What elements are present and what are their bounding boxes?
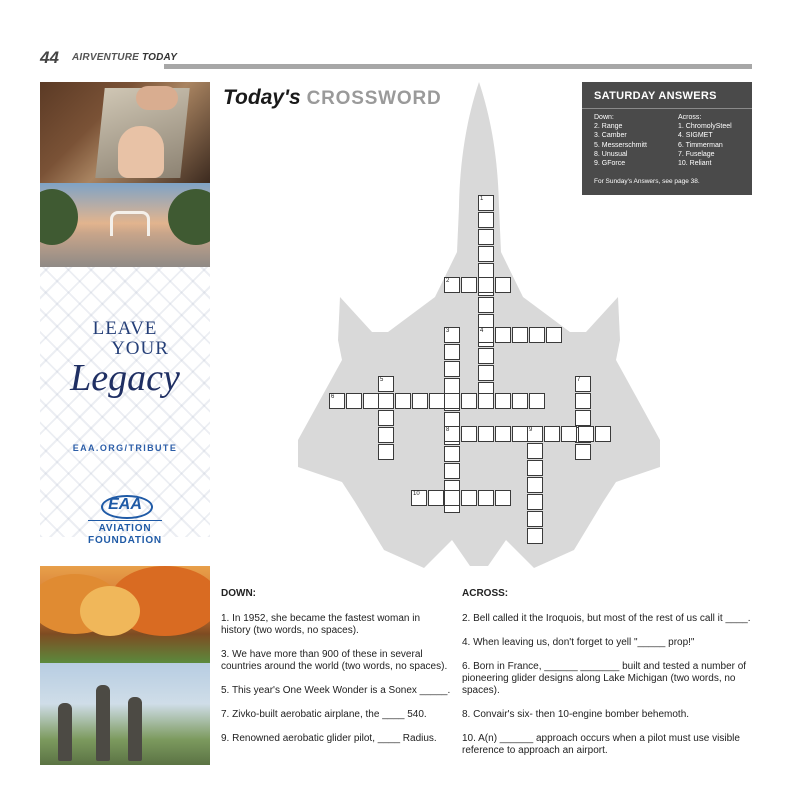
crossword-cell[interactable] (444, 277, 460, 293)
crossword-cell[interactable] (546, 327, 562, 343)
clue-number: 5 (380, 377, 384, 383)
plaque-photo (40, 82, 210, 183)
answers-down-label: Down: (594, 114, 614, 121)
clue-across-2: 2. Bell called it the Iroquois, but most of the rest of us call it ____. (462, 613, 751, 624)
crossword-cell[interactable] (461, 490, 477, 506)
title-prefix: Today's (223, 86, 301, 109)
crossword-cell[interactable] (529, 393, 545, 409)
crossword-cell[interactable] (444, 463, 460, 479)
crossword-cell[interactable] (478, 365, 494, 381)
legacy-text: Legacy (70, 357, 180, 399)
crossword-cell[interactable] (575, 393, 591, 409)
crossword-cell[interactable] (478, 246, 494, 262)
page-header (40, 48, 752, 70)
crossword-cell[interactable] (527, 511, 543, 527)
crossword-cell[interactable] (461, 277, 477, 293)
answer-item: 6. Timmerman (678, 141, 723, 149)
publication-name (72, 52, 177, 63)
answer-item: 5. Messerschmitt (594, 141, 647, 149)
crossword-cell[interactable] (544, 426, 560, 442)
answer-item: 9. GForce (594, 160, 626, 168)
foundation-line-1: AVIATION (98, 523, 152, 534)
eaa-wing-icon (97, 492, 153, 518)
crossword-cell[interactable] (527, 426, 543, 442)
crossword-cell[interactable] (444, 393, 460, 409)
crossword-cell[interactable] (478, 212, 494, 228)
crossword-cell[interactable] (595, 426, 611, 442)
crossword-cell[interactable] (329, 393, 345, 409)
down-heading: DOWN: (221, 588, 256, 599)
answer-item: 4. SIGMET (678, 132, 713, 140)
crossword-cell[interactable] (478, 297, 494, 313)
publication-name-b: TODAY (142, 52, 178, 63)
crossword-cell[interactable] (478, 393, 494, 409)
title-main: CROSSWORD (306, 88, 442, 109)
crossword-cell[interactable] (429, 393, 445, 409)
crossword-cell[interactable] (575, 376, 591, 392)
crossword-cell[interactable] (428, 490, 444, 506)
answer-item: 10. Reliant (678, 160, 712, 168)
crossword-cell[interactable] (411, 490, 427, 506)
crossword-cell[interactable] (346, 393, 362, 409)
crossword-cell[interactable] (378, 427, 394, 443)
saturday-answers-box (582, 82, 752, 195)
tribute-url[interactable]: EAA.ORG/TRIBUTE (72, 443, 178, 453)
answers-across (678, 113, 732, 168)
crossword-cell[interactable] (444, 361, 460, 377)
crossword-cell[interactable] (395, 393, 411, 409)
foundation-line-2: FOUNDATION (88, 535, 162, 546)
crossword-cell[interactable] (444, 327, 460, 343)
your-text: YOUR (111, 338, 169, 359)
clue-number: 7 (577, 377, 581, 383)
eaa-logo-text: EAA (108, 496, 142, 513)
crossword-cell[interactable] (363, 393, 379, 409)
crossword-cell[interactable] (478, 229, 494, 245)
crossword-cell[interactable] (527, 494, 543, 510)
clue-number: 4 (480, 328, 484, 334)
down-clues (221, 588, 451, 757)
legacy-advertisement (40, 82, 210, 765)
eaa-foundation-logo (40, 492, 210, 547)
crossword-cell[interactable] (512, 327, 528, 343)
clue-number: 6 (331, 394, 335, 400)
crossword-cell[interactable] (444, 378, 460, 394)
crossword-cell[interactable] (512, 393, 528, 409)
across-clues (462, 588, 752, 769)
page-number: 44 (40, 48, 59, 67)
crossword-cell[interactable] (527, 528, 543, 544)
crossword-cell[interactable] (529, 327, 545, 343)
crossword-cell[interactable] (512, 426, 528, 442)
clue-down-9: 9. Renowned aerobatic glider pilot, ____ Radius. (221, 733, 437, 744)
clue-across-10: 10. A(n) ______ approach occurs when a pilot must use visible reference to approach an airport. (462, 733, 740, 756)
leave-text: LEAVE (92, 318, 158, 339)
answer-item: 3. Camber (594, 132, 627, 140)
crossword-cell[interactable] (444, 446, 460, 462)
clue-down-7: 7. Zivko-built aerobatic airplane, the ____ 540. (221, 709, 427, 720)
clue-down-1: 1. In 1952, she became the fastest woman in history (two words, no spaces). (221, 613, 421, 636)
statue-photo (40, 663, 210, 765)
answer-item: 2. Range (594, 123, 623, 131)
crossword-cell[interactable] (527, 477, 543, 493)
crossword-cell[interactable] (478, 490, 494, 506)
answers-heading: SATURDAY ANSWERS (594, 90, 717, 102)
crossword-cell[interactable] (378, 410, 394, 426)
crossword-cell[interactable] (478, 327, 494, 343)
clue-number: 2 (446, 278, 450, 284)
answer-item: 1. ChromolySteel (678, 123, 732, 131)
answer-item: 8. Unusual (594, 150, 628, 158)
crossword-cell[interactable] (478, 195, 494, 211)
clue-number: 3 (446, 328, 450, 334)
clue-down-5: 5. This year's One Week Wonder is a Sonex _____. (221, 685, 451, 696)
answer-item: 7. Fuselage (678, 150, 715, 158)
answers-down (594, 113, 647, 168)
clue-across-8: 8. Convair's six- then 10-engine bomber behemoth. (462, 709, 690, 720)
crossword-cell[interactable] (495, 426, 511, 442)
clue-down-3: 3. We have more than 900 of these in several countries around the world (two words, no spaces). (221, 649, 448, 672)
answers-across-label: Across: (678, 114, 702, 121)
clue-number: 9 (529, 427, 533, 433)
across-heading: ACROSS: (462, 588, 509, 599)
clue-number: 1 (480, 196, 484, 202)
answers-footer: For Sunday's Answers, see page 38. (594, 178, 700, 185)
crossword-cell[interactable] (444, 426, 460, 442)
publication-name-a: AIRVENTURE (72, 52, 140, 63)
crossword-cell[interactable] (575, 444, 591, 460)
crossword-cell[interactable] (575, 410, 591, 426)
crossword-cell[interactable] (478, 348, 494, 364)
clue-number: 10 (413, 491, 420, 497)
crossword-cell[interactable] (495, 327, 511, 343)
crossword-cell[interactable] (412, 393, 428, 409)
header-rule (164, 64, 752, 69)
crossword-cell[interactable] (378, 393, 394, 409)
crossword-cell[interactable] (478, 426, 494, 442)
crossword-cell[interactable] (444, 344, 460, 360)
autumn-tree-photo (40, 566, 210, 663)
crossword-cell[interactable] (561, 426, 577, 442)
crossword-cell[interactable] (461, 426, 477, 442)
crossword-cell[interactable] (578, 426, 594, 442)
clue-number: 8 (446, 427, 450, 433)
crossword-cell[interactable] (461, 393, 477, 409)
leave-your-legacy-logo (40, 319, 210, 397)
crossword-cell[interactable] (527, 443, 543, 459)
crossword-cell[interactable] (444, 490, 460, 506)
crossword-cell[interactable] (378, 376, 394, 392)
memorial-walk-photo (40, 183, 210, 267)
crossword-cell[interactable] (495, 393, 511, 409)
crossword-cell[interactable] (378, 444, 394, 460)
clue-across-4: 4. When leaving us, don't forget to yell "_____ prop!" (462, 637, 695, 648)
clue-across-6: 6. Born in France, ______ _______ built and tested a number of pioneering glider designs along Lake Michigan (two words, no spaces). (462, 661, 747, 696)
crossword-cell[interactable] (495, 490, 511, 506)
crossword-cell[interactable] (527, 460, 543, 476)
crossword-cell[interactable] (478, 277, 494, 293)
crossword-cell[interactable] (495, 277, 511, 293)
